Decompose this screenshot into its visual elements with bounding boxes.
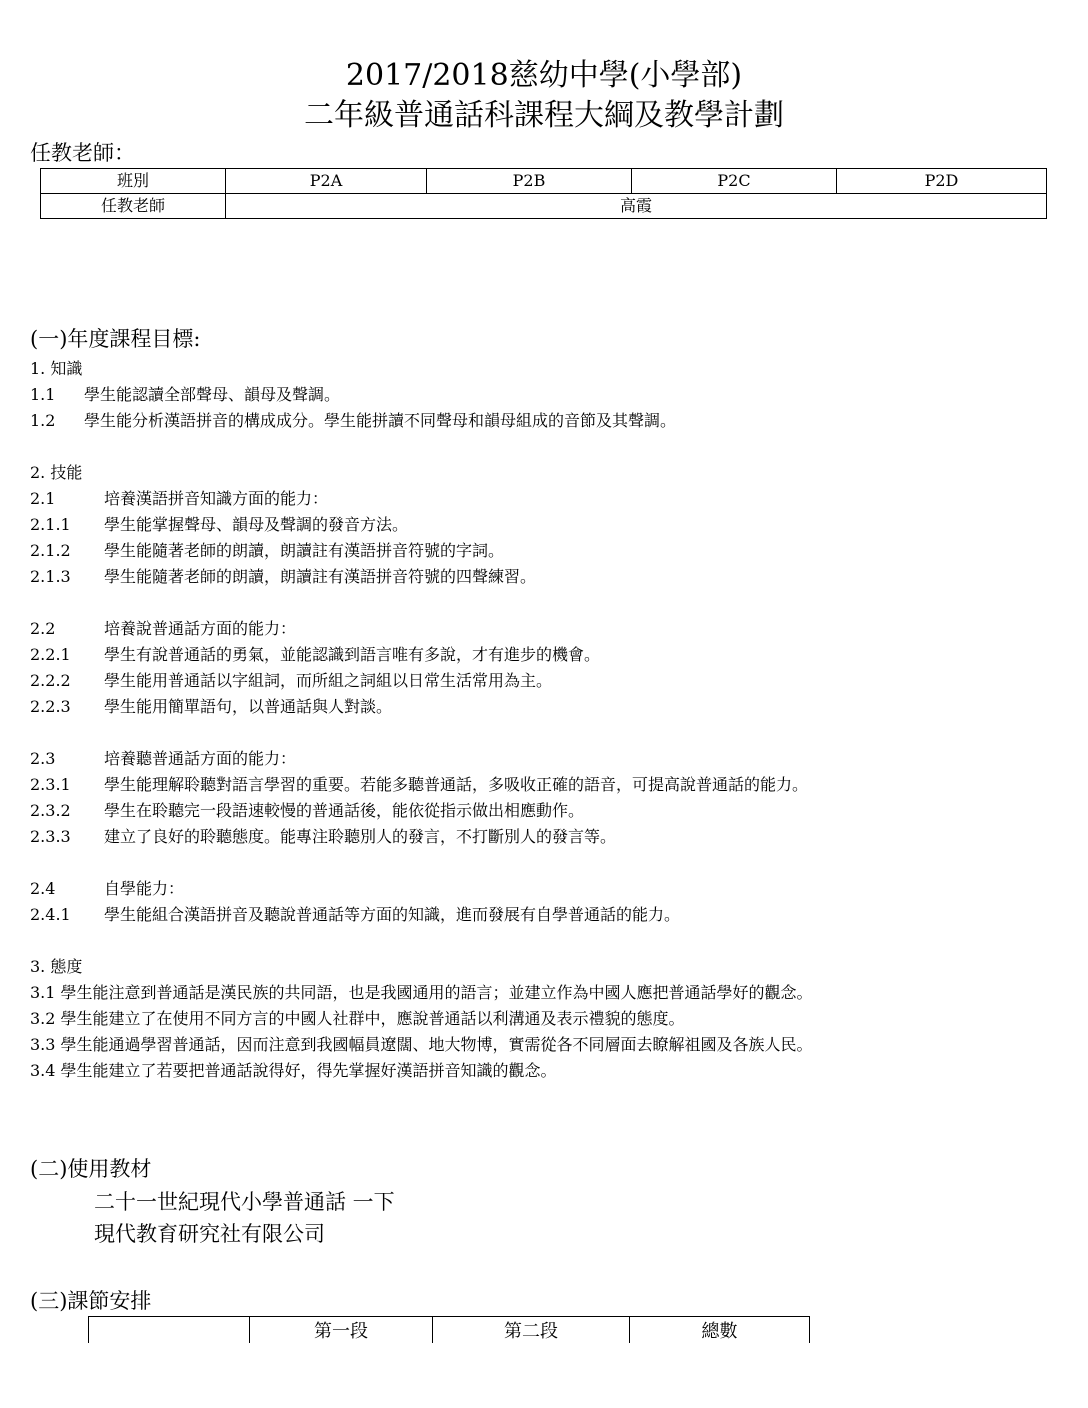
item-text: 學生能隨著老師的朗讀，朗讀註有漢語拼音符號的四聲練習。: [104, 567, 537, 586]
item-text: 學生能理解聆聽對語言學習的重要。若能多聽普通話，多吸收正確的語音，可提高說普通話的能力。: [104, 775, 809, 794]
section-heading-periods: (三)課節安排: [30, 1289, 152, 1313]
item-number: 2.3.3: [30, 827, 71, 846]
group-number: 2.2: [30, 619, 56, 638]
list-item: [30, 902, 1070, 928]
list-item: [30, 382, 1070, 408]
list-item: 3.2 學生能建立了在使用不同方言的中國人社群中，應說普通話以利溝通及表示禮貌的態度。: [30, 1009, 685, 1028]
item-number: 2.2.2: [30, 671, 71, 690]
table-row: [41, 169, 1047, 194]
list-item: [30, 564, 1070, 590]
item-text: 學生在聆聽完一段語速較慢的普通話後，能依從指示做出相應動作。: [104, 801, 585, 820]
group-number: 2.4: [30, 879, 56, 898]
table-cell: P2B: [427, 169, 632, 194]
skills-heading: 2. 技能: [30, 463, 83, 482]
item-number: 2.3.1: [30, 775, 71, 794]
table-cell: P2D: [837, 169, 1047, 194]
skill-group-title: [30, 876, 1070, 902]
list-item: [30, 668, 1070, 694]
table-cell: 任教老師: [41, 194, 226, 219]
list-item: 3.1 學生能注意到普通話是漢民族的共同語，也是我國通用的語言；並建立作為中國人應把普通話學好的觀念。: [30, 983, 813, 1002]
knowledge-heading: 1. 知識: [30, 359, 83, 378]
periods-table: [88, 1316, 810, 1343]
item-number: 2.1.3: [30, 567, 71, 586]
textbook-title: 二十一世紀現代小學普通話 一下: [94, 1190, 395, 1214]
item-text: 學生能隨著老師的朗讀，朗讀註有漢語拼音符號的字詞。: [104, 541, 505, 560]
list-item: [30, 642, 1070, 668]
list-item: [30, 772, 1070, 798]
teacher-name-cell: 高霞: [226, 194, 1047, 219]
item-text: 學生能認讀全部聲母、韻母及聲調。: [84, 385, 341, 404]
group-title: 培養說普通話方面的能力：: [104, 619, 297, 638]
item-text: 學生能掌握聲母、韻母及聲調的發音方法。: [104, 515, 409, 534]
list-item: [30, 512, 1070, 538]
item-number: 2.1.2: [30, 541, 71, 560]
list-item: 3.4 學生能建立了若要把普通話說得好，得先掌握好漢語拼音知識的觀念。: [30, 1061, 557, 1080]
group-title: 培養漢語拼音知識方面的能力：: [104, 489, 329, 508]
table-row: [89, 1317, 810, 1344]
item-text: 學生有說普通話的勇氣，並能認識到語言唯有多說，才有進步的機會。: [104, 645, 601, 664]
attitude-heading: 3. 態度: [30, 957, 83, 976]
item-text: 建立了良好的聆聽態度。能專注聆聽別人的發言，不打斷別人的發言等。: [104, 827, 617, 846]
list-item: 3.3 學生能通過學習普通話，因而注意到我國幅員遼闊、地大物博，實需從各不同層面去瞭解祖國及各族人民。: [30, 1035, 813, 1054]
list-item: [30, 408, 1070, 434]
list-item: [30, 798, 1070, 824]
list-item: [30, 694, 1070, 720]
skill-group-title: [30, 486, 1070, 512]
table-cell: 第二段: [433, 1317, 630, 1344]
document-title: 2017/2018慈幼中學(小學部): [345, 58, 743, 93]
list-item: [30, 538, 1070, 564]
objectives-body: [30, 356, 1070, 1084]
item-text: 學生能用簡單語句，以普通話與人對談。: [104, 697, 393, 716]
item-number: 2.2.3: [30, 697, 71, 716]
group-title: 自學能力：: [104, 879, 185, 898]
group-number: 2.1: [30, 489, 56, 508]
item-text: 學生能分析漢語拼音的構成成分。學生能拼讀不同聲母和韻母組成的音節及其聲調。: [84, 411, 677, 430]
list-item: [30, 824, 1070, 850]
item-number: 2.2.1: [30, 645, 71, 664]
item-number: 1.2: [30, 411, 56, 430]
table-row: [41, 194, 1047, 219]
table-cell: P2C: [632, 169, 837, 194]
skill-group-title: [30, 616, 1070, 642]
teacher-label: 任教老師：: [30, 141, 135, 165]
skill-group-title: [30, 746, 1070, 772]
item-number: 2.3.2: [30, 801, 71, 820]
teacher-table: [40, 168, 1047, 219]
item-number: 2.4.1: [30, 905, 71, 924]
table-cell: 第一段: [250, 1317, 433, 1344]
item-text: 學生能組合漢語拼音及聽說普通話等方面的知識，進而發展有自學普通話的能力。: [104, 905, 681, 924]
section-heading-textbook: (二)使用教材: [30, 1157, 152, 1181]
group-number: 2.3: [30, 749, 56, 768]
textbook-publisher: 現代教育研究社有限公司: [94, 1222, 325, 1246]
table-cell: 班別: [41, 169, 226, 194]
table-cell: P2A: [226, 169, 427, 194]
document-subtitle: 二年級普通話科課程大綱及教學計劃: [304, 98, 784, 133]
item-text: 學生能用普通話以字組詞，而所組之詞組以日常生活常用為主。: [104, 671, 553, 690]
section-heading-objectives: (一)年度課程目標:: [30, 327, 201, 351]
table-cell: 總數: [630, 1317, 810, 1344]
item-number: 1.1: [30, 385, 56, 404]
item-number: 2.1.1: [30, 515, 71, 534]
table-cell: [89, 1317, 250, 1344]
group-title: 培養聽普通話方面的能力：: [104, 749, 297, 768]
